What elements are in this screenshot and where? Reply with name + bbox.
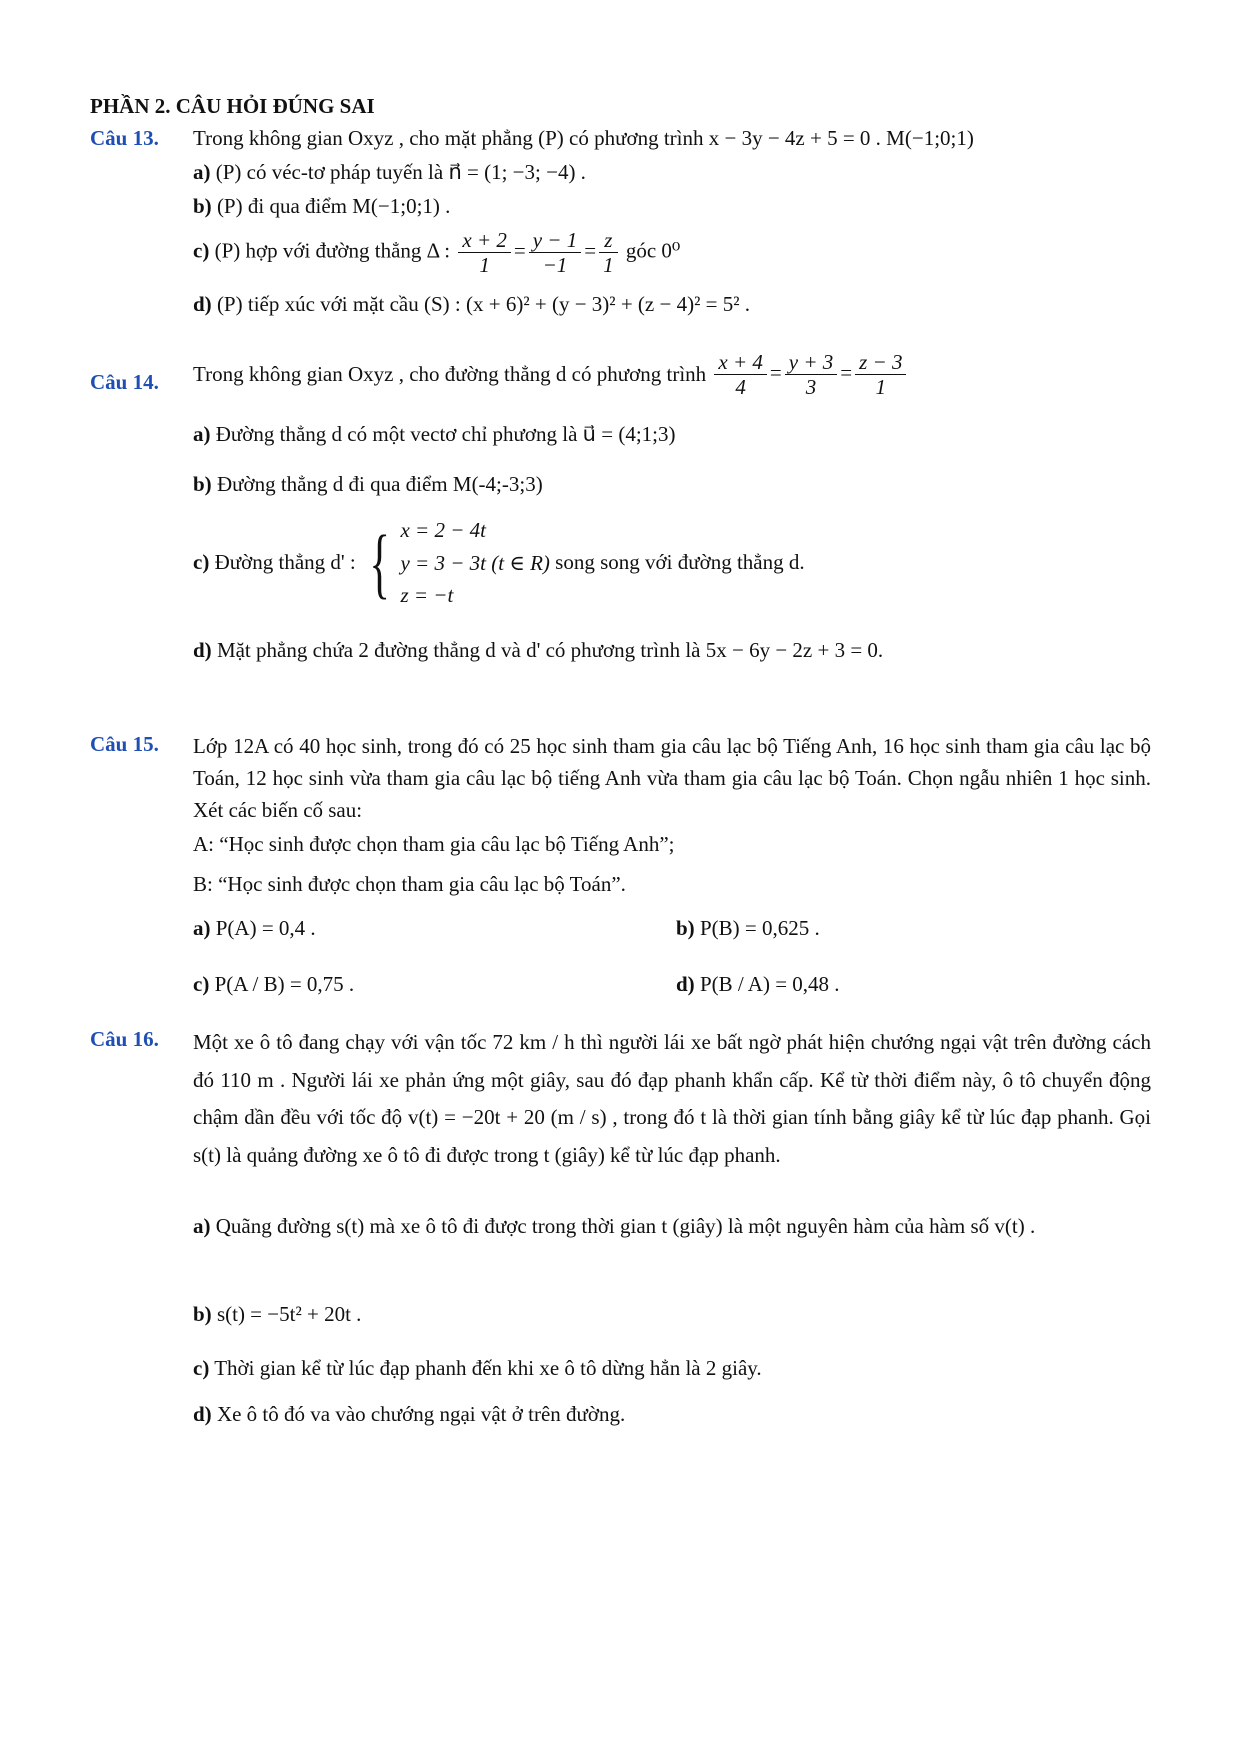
q13-c-f2-den: −1: [542, 253, 568, 278]
q13-d-label: d): [193, 292, 212, 316]
q16-b-text: s(t) = −5t² + 20t .: [216, 1302, 362, 1326]
section-title: PHẦN 2. CÂU HỎI ĐÚNG SAI: [90, 94, 375, 118]
q16-c-label: c): [193, 1356, 210, 1380]
q15-event-b: B: “Học sinh được chọn tham gia câu lạc bộ Toán”.: [193, 872, 626, 896]
q13-a-text: (P) có véc-tơ pháp tuyến là n⃗ = (1; −3; −4) .: [215, 160, 586, 184]
q13-label: Câu 13.: [90, 126, 159, 150]
q15-c-text: P(A / B) = 0,75 .: [214, 972, 355, 996]
q14-b-label: b): [193, 472, 212, 496]
q13-c-fraction-2: [529, 228, 582, 277]
q15-option-b: [676, 914, 820, 943]
q14-stem: Trong không gian Oxyz , cho đường thẳng d có phương trình $\frac{x + 4}{4}$ = $\frac{y + 3}{3}$ = $\frac{z - 3}{1}$: [193, 350, 909, 399]
q13-option-a: [193, 158, 586, 187]
q14-f1-den: 4: [735, 375, 746, 400]
q15-option-c: [193, 970, 354, 999]
q14-stem-text: Trong không gian Oxyz , cho đường thẳng d có phương trình: [193, 361, 707, 386]
q13-option-d: [193, 290, 750, 319]
q14-d-label: d): [193, 638, 212, 662]
q15-option-a: [193, 914, 316, 943]
q14-f2-num: y + 3: [785, 350, 838, 375]
q14-label: Câu 14.: [90, 370, 159, 394]
q16-a-text: Quãng đường s(t) mà xe ô tô đi được trong thời gian t (giây) là một nguyên hàm của hàm số v(t) .: [215, 1214, 1036, 1238]
q16-option-b: [193, 1300, 361, 1329]
q15-c-label: c): [193, 972, 210, 996]
q13-stem: Trong không gian Oxyz , cho mặt phẳng (P) có phương trình x − 3y − 4z + 5 = 0 . M(−1;0;1): [193, 126, 974, 150]
q14-c-row-3: z = −t: [400, 583, 454, 608]
q14-c-prefix: [193, 548, 356, 577]
q15-label: Câu 15.: [90, 732, 159, 756]
q14-fraction-3: [855, 350, 906, 399]
q15-event-a: A: “Học sinh được chọn tham gia câu lạc bộ Tiếng Anh”;: [193, 832, 675, 856]
q16-option-c: [193, 1354, 762, 1383]
q14-a-text: Đường thẳng d có một vectơ chỉ phương là u⃗ = (4;1;3): [215, 422, 676, 446]
q13-a-label: a): [193, 160, 211, 184]
q15-a-label: a): [193, 916, 211, 940]
q16-c-text: Thời gian kể từ lúc đạp phanh đến khi xe ô tô dừng hẳn là 2 giây.: [214, 1356, 762, 1380]
q14-b-text: Đường thẳng d đi qua điểm M(-4;-3;3): [216, 472, 543, 496]
q14-fraction-2: [785, 350, 838, 399]
q13-d-text: (P) tiếp xúc với mặt cầu (S) : (x + 6)² + (y − 3)² + (z − 4)² = 5² .: [216, 292, 751, 316]
q14-option-b: [193, 470, 543, 499]
q14-f3-num: z − 3: [855, 350, 906, 375]
q13-c-label: c): [193, 238, 210, 263]
q15-option-d: [676, 970, 840, 999]
q13-b-label: b): [193, 194, 212, 218]
q16-option-a: [193, 1208, 1151, 1244]
q15-d-text: P(B / A) = 0,48 .: [699, 972, 840, 996]
q14-c-row-2: y = 3 − 3t (t ∈ R): [400, 550, 550, 575]
brace-symbol: {: [369, 518, 391, 606]
q13-c-fraction-1: [458, 228, 511, 277]
q14-c-post: song song với đường thẳng d.: [555, 550, 805, 575]
q14-c-row-1: x = 2 − 4t: [400, 518, 486, 542]
q13-c-pre: (P) hợp với đường thẳng Δ :: [214, 238, 451, 263]
q14-f3-den: 1: [875, 375, 887, 400]
q14-option-a: [193, 420, 675, 449]
q14-f1-num: x + 4: [714, 350, 767, 375]
q14-d-text: Mặt phẳng chứa 2 đường thẳng d và d' có phương trình là 5x − 6y − 2z + 3 = 0.: [216, 638, 884, 662]
q13-c-f3-den: 1: [603, 253, 614, 278]
q13-c-fraction-3: [599, 228, 618, 277]
q14-option-d: [193, 636, 883, 665]
q13-c-f1-num: x + 2: [458, 228, 511, 253]
q16-a-label: a): [193, 1214, 211, 1238]
q16-option-d: [193, 1400, 625, 1429]
q15-d-label: d): [676, 972, 695, 996]
q14-f2-den: 3: [805, 375, 817, 400]
q16-stem: Một xe ô tô đang chạy với vận tốc 72 km / h thì người lái xe bất ngờ phát hiện chướng ngại vật trên đường cách đó 110 m . Người lái xe phản ứng một giây, sau đó đạp phanh khẩn cấp. Kể từ thời điểm này, ô tô chuyển động chậm dần đều với tốc độ v(t) = −20t + 20 (m / s) , trong đó t là thời gian tính bằng giây kể từ lúc đạp phanh. Gọi s(t) là quảng đường xe ô tô đi được trong t (giây) kể từ lúc đạp phanh.: [193, 1030, 1151, 1167]
q13-c-post: góc 0⁰: [625, 238, 681, 263]
q13-c-f2-num: y − 1: [529, 228, 582, 253]
q13-b-text: (P) đi qua điểm M(−1;0;1) .: [216, 194, 451, 218]
q15-b-text: P(B) = 0,625 .: [699, 916, 820, 940]
q14-c-label: c): [193, 550, 210, 575]
q16-label: Câu 16.: [90, 1027, 159, 1051]
q14-c-system: [361, 514, 550, 612]
q13-c-f1-den: 1: [479, 253, 490, 278]
q13-option-c: c) (P) hợp với đường thẳng Δ : $\frac{x + 2}{1}$ = $\frac{y - 1}{-1}$ = $\frac{z}{1}$ góc 0⁰: [193, 228, 681, 278]
q15-a-text: P(A) = 0,4 .: [215, 916, 316, 940]
q14-option-c: [193, 514, 805, 612]
q13-option-b: [193, 192, 450, 221]
q16-b-label: b): [193, 1302, 212, 1326]
q15-b-label: b): [676, 916, 695, 940]
q16-d-text: Xe ô tô đó va vào chướng ngại vật ở trên đường.: [216, 1402, 626, 1426]
q14-c-pre: Đường thẳng d' :: [214, 550, 356, 575]
q14-a-label: a): [193, 422, 211, 446]
q14-fraction-1: [714, 350, 767, 399]
q13-c-f3-num: z: [599, 228, 618, 253]
q15-stem: Lớp 12A có 40 học sinh, trong đó có 25 học sinh tham gia câu lạc bộ Tiếng Anh, 16 học sinh tham gia câu lạc bộ Toán, 12 học sinh vừa tham gia câu lạc bộ tiếng Anh vừa tham gia câu lạc bộ Toán. Chọn ngẫu nhiên 1 học sinh. Xét các biến cố sau:: [193, 734, 1151, 822]
q16-d-label: d): [193, 1402, 212, 1426]
